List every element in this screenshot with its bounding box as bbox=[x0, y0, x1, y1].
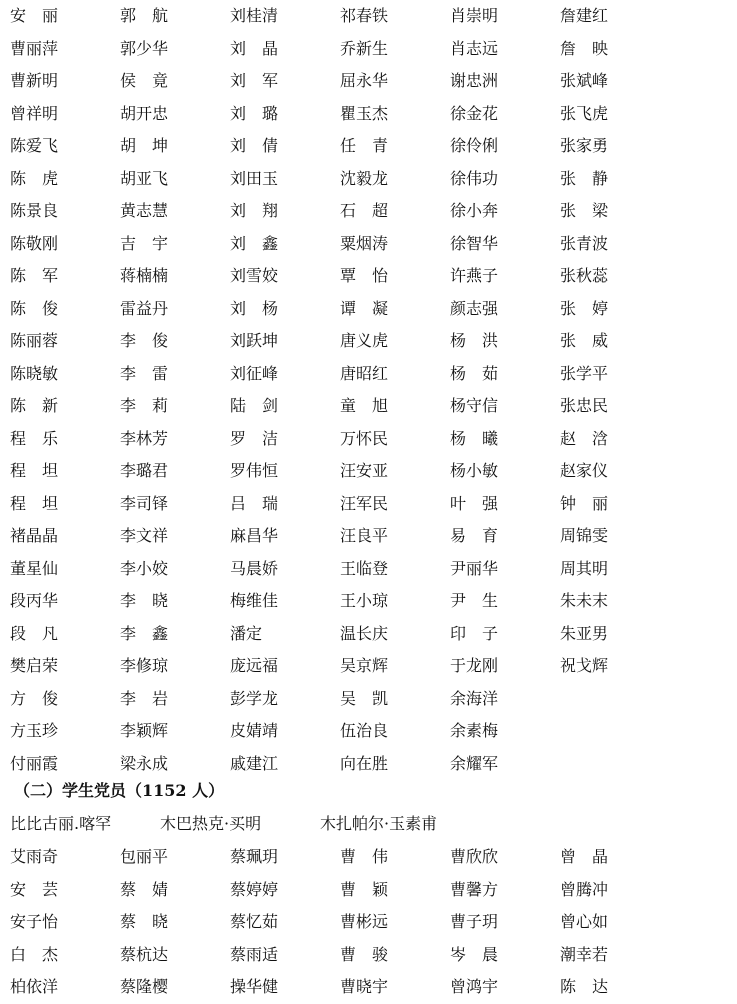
member-name: 刘桂清 bbox=[230, 6, 279, 26]
member-name: 李璐君 bbox=[120, 461, 169, 481]
member-name: 徐金花 bbox=[450, 103, 499, 123]
member-name: 易 育 bbox=[450, 526, 499, 546]
member-name: 赵 浛 bbox=[560, 428, 609, 448]
member-name: 曹欣欣 bbox=[450, 847, 499, 867]
member-name: 任 青 bbox=[340, 136, 389, 156]
member-name: 陈景良 bbox=[10, 201, 59, 221]
member-name: 曹馨方 bbox=[450, 879, 499, 899]
member-name: 杨守信 bbox=[450, 396, 499, 416]
member-name: 曾 晶 bbox=[560, 847, 609, 867]
name-row bbox=[10, 618, 730, 651]
member-name: 蔡 婧 bbox=[120, 879, 169, 899]
member-name: 唐义虎 bbox=[340, 331, 389, 351]
member-name: 蔡忆茹 bbox=[230, 912, 279, 932]
name-row bbox=[10, 260, 730, 293]
member-name: 万怀民 bbox=[340, 428, 389, 448]
member-name: 汪良平 bbox=[340, 526, 389, 546]
member-name: 朱亚男 bbox=[560, 623, 609, 643]
member-name: 石 超 bbox=[340, 201, 389, 221]
member-name: 曹 伟 bbox=[340, 847, 389, 867]
name-row bbox=[10, 906, 730, 939]
member-name: 吉 宇 bbox=[120, 233, 169, 253]
section-heading-student-members: （二）学生党员（1152 人） bbox=[14, 781, 225, 800]
member-name: 艾雨奇 bbox=[10, 847, 59, 867]
member-name: 皮婧靖 bbox=[230, 721, 279, 741]
member-name: 刘 倩 bbox=[230, 136, 279, 156]
member-name: 刘 翔 bbox=[230, 201, 279, 221]
member-name: 董星仙 bbox=[10, 558, 59, 578]
member-name: 屈永华 bbox=[340, 71, 389, 91]
member-name: 程 坦 bbox=[10, 493, 59, 513]
name-row bbox=[10, 683, 730, 716]
member-name: 吕 瑞 bbox=[230, 493, 279, 513]
member-name: 朱未末 bbox=[560, 591, 609, 611]
member-name: 陆 剑 bbox=[230, 396, 279, 416]
name-row bbox=[10, 0, 730, 33]
name-row bbox=[10, 293, 730, 326]
student-party-member-list bbox=[10, 841, 730, 1004]
name-row bbox=[10, 65, 730, 98]
member-name: 曾鸿宇 bbox=[450, 977, 499, 997]
name-row bbox=[10, 33, 730, 66]
member-name: 杨 洪 bbox=[450, 331, 499, 351]
member-name: 张青波 bbox=[560, 233, 609, 253]
member-name: 陈晓敏 bbox=[10, 363, 59, 383]
name-row bbox=[10, 874, 730, 907]
member-name: 曾祥明 bbox=[10, 103, 59, 123]
member-name: 肖志远 bbox=[450, 38, 499, 58]
member-name: 肖崇明 bbox=[450, 6, 499, 26]
member-name: 颜志强 bbox=[450, 298, 499, 318]
member-name: 张斌峰 bbox=[560, 71, 609, 91]
name-row bbox=[10, 163, 730, 196]
member-name: 汪安亚 bbox=[340, 461, 389, 481]
member-name: 许燕子 bbox=[450, 266, 499, 286]
member-name: 安 芸 bbox=[10, 879, 59, 899]
member-name: 刘雪姣 bbox=[230, 266, 279, 286]
member-name: 王小琼 bbox=[340, 591, 389, 611]
member-name: 尹 生 bbox=[450, 591, 499, 611]
member-name: 钟 丽 bbox=[560, 493, 609, 513]
member-name: 杨小敏 bbox=[450, 461, 499, 481]
member-name: 尹丽华 bbox=[450, 558, 499, 578]
name-row bbox=[10, 195, 730, 228]
member-name: 陈 新 bbox=[10, 396, 59, 416]
member-name: 蔡杭达 bbox=[120, 944, 169, 964]
member-name: 曹丽萍 bbox=[10, 38, 59, 58]
member-name: 祁春铁 bbox=[340, 6, 389, 26]
special-name: 木巴热克·买明 bbox=[160, 814, 262, 833]
member-name: 张学平 bbox=[560, 363, 609, 383]
member-name: 郭少华 bbox=[120, 38, 169, 58]
member-name: 曹彬远 bbox=[340, 912, 389, 932]
member-name: 马晨娇 bbox=[230, 558, 279, 578]
name-row bbox=[10, 488, 730, 521]
staff-party-member-list bbox=[10, 0, 730, 780]
member-name: 樊启荣 bbox=[10, 656, 59, 676]
member-name: 余海洋 bbox=[450, 688, 499, 708]
member-name: 赵家仪 bbox=[560, 461, 609, 481]
member-name: 刘 璐 bbox=[230, 103, 279, 123]
member-name: 罗伟恒 bbox=[230, 461, 279, 481]
member-name: 曾心如 bbox=[560, 912, 609, 932]
member-name: 张 婷 bbox=[560, 298, 609, 318]
special-name: 木扎帕尔·玉素甫 bbox=[320, 814, 438, 833]
member-name: 陈爱飞 bbox=[10, 136, 59, 156]
member-name: 操华健 bbox=[230, 977, 279, 997]
member-name: 刘 军 bbox=[230, 71, 279, 91]
name-row bbox=[10, 585, 730, 618]
member-name: 麻昌华 bbox=[230, 526, 279, 546]
member-name: 张 梁 bbox=[560, 201, 609, 221]
name-row bbox=[10, 98, 730, 131]
name-row bbox=[10, 228, 730, 261]
member-name: 罗 洁 bbox=[230, 428, 279, 448]
member-name: 曹 颖 bbox=[340, 879, 389, 899]
member-name: 吴京辉 bbox=[340, 656, 389, 676]
member-name: 梅维佳 bbox=[230, 591, 279, 611]
member-name: 张 静 bbox=[560, 168, 609, 188]
name-row bbox=[10, 520, 730, 553]
member-name: 戚建江 bbox=[230, 753, 279, 773]
special-names-row bbox=[10, 814, 437, 834]
member-name: 蔡隆樱 bbox=[120, 977, 169, 997]
member-name: 黄志慧 bbox=[120, 201, 169, 221]
member-name: 岑 晨 bbox=[450, 944, 499, 964]
name-row bbox=[10, 748, 730, 781]
member-name: 余耀军 bbox=[450, 753, 499, 773]
member-name: 方玉珍 bbox=[10, 721, 59, 741]
member-name: 陈 达 bbox=[560, 977, 609, 997]
member-name: 徐小奔 bbox=[450, 201, 499, 221]
member-name: 李小姣 bbox=[120, 558, 169, 578]
member-name: 侯 竟 bbox=[120, 71, 169, 91]
member-name: 张家勇 bbox=[560, 136, 609, 156]
member-name: 吴 凯 bbox=[340, 688, 389, 708]
member-name: 蔡 晓 bbox=[120, 912, 169, 932]
member-name: 童 旭 bbox=[340, 396, 389, 416]
member-name: 乔新生 bbox=[340, 38, 389, 58]
member-name: 白 杰 bbox=[10, 944, 59, 964]
member-name: 徐智华 bbox=[450, 233, 499, 253]
member-name: 曹子玥 bbox=[450, 912, 499, 932]
member-name: 梁永成 bbox=[120, 753, 169, 773]
name-row bbox=[10, 553, 730, 586]
member-name: 陈 虎 bbox=[10, 168, 59, 188]
member-name: 李 晓 bbox=[120, 591, 169, 611]
member-name: 张忠民 bbox=[560, 396, 609, 416]
member-name: 程 乐 bbox=[10, 428, 59, 448]
member-name: 曹 骏 bbox=[340, 944, 389, 964]
member-name: 李司铎 bbox=[120, 493, 169, 513]
member-name: 刘跃坤 bbox=[230, 331, 279, 351]
member-name: 蔡婷婷 bbox=[230, 879, 279, 899]
member-name: 潮幸若 bbox=[560, 944, 609, 964]
member-name: 谭 凝 bbox=[340, 298, 389, 318]
member-name: 王临登 bbox=[340, 558, 389, 578]
member-name: 蔡珮玥 bbox=[230, 847, 279, 867]
member-name: 段 凡 bbox=[10, 623, 59, 643]
member-name: 曾腾冲 bbox=[560, 879, 609, 899]
member-name: 祝戈辉 bbox=[560, 656, 609, 676]
member-name: 程 坦 bbox=[10, 461, 59, 481]
member-name: 杨 茹 bbox=[450, 363, 499, 383]
member-name: 李 俊 bbox=[120, 331, 169, 351]
member-name: 温长庆 bbox=[340, 623, 389, 643]
name-row bbox=[10, 130, 730, 163]
member-name: 胡开忠 bbox=[120, 103, 169, 123]
member-name: 陈敬刚 bbox=[10, 233, 59, 253]
member-name: 潘定 bbox=[230, 623, 263, 643]
member-name: 付丽霞 bbox=[10, 753, 59, 773]
member-name: 安子怡 bbox=[10, 912, 59, 932]
member-name: 段丙华 bbox=[10, 591, 59, 611]
member-name: 李 岩 bbox=[120, 688, 169, 708]
member-name: 柏依洋 bbox=[10, 977, 59, 997]
member-name: 李 鑫 bbox=[120, 623, 169, 643]
member-name: 张飞虎 bbox=[560, 103, 609, 123]
name-row bbox=[10, 325, 730, 358]
member-name: 余素梅 bbox=[450, 721, 499, 741]
member-name: 李文祥 bbox=[120, 526, 169, 546]
name-row bbox=[10, 841, 730, 874]
member-name: 彭学龙 bbox=[230, 688, 279, 708]
member-name: 胡 坤 bbox=[120, 136, 169, 156]
name-row bbox=[10, 423, 730, 456]
member-name: 郭 航 bbox=[120, 6, 169, 26]
member-name: 褚晶晶 bbox=[10, 526, 59, 546]
member-name: 李 雷 bbox=[120, 363, 169, 383]
name-row bbox=[10, 455, 730, 488]
member-name: 蔡雨适 bbox=[230, 944, 279, 964]
member-name: 胡亚飞 bbox=[120, 168, 169, 188]
member-name: 徐伟功 bbox=[450, 168, 499, 188]
member-name: 曹新明 bbox=[10, 71, 59, 91]
member-name: 徐伶俐 bbox=[450, 136, 499, 156]
member-name: 唐昭红 bbox=[340, 363, 389, 383]
member-name: 陈丽蓉 bbox=[10, 331, 59, 351]
member-name: 包丽平 bbox=[120, 847, 169, 867]
name-row bbox=[10, 715, 730, 748]
member-name: 李颖辉 bbox=[120, 721, 169, 741]
member-name: 方 俊 bbox=[10, 688, 59, 708]
member-name: 安 丽 bbox=[10, 6, 59, 26]
member-name: 向在胜 bbox=[340, 753, 389, 773]
special-name: 比比古丽.喀罕 bbox=[10, 814, 112, 833]
member-name: 雷益丹 bbox=[120, 298, 169, 318]
name-row bbox=[10, 390, 730, 423]
name-row bbox=[10, 650, 730, 683]
member-name: 李林芳 bbox=[120, 428, 169, 448]
name-row bbox=[10, 939, 730, 972]
name-row bbox=[10, 358, 730, 391]
member-name: 叶 强 bbox=[450, 493, 499, 513]
member-name: 刘田玉 bbox=[230, 168, 279, 188]
name-row bbox=[10, 971, 730, 1004]
member-name: 李 莉 bbox=[120, 396, 169, 416]
member-name: 于龙刚 bbox=[450, 656, 499, 676]
member-name: 张 威 bbox=[560, 331, 609, 351]
member-name: 刘 晶 bbox=[230, 38, 279, 58]
member-name: 伍治良 bbox=[340, 721, 389, 741]
member-name: 汪军民 bbox=[340, 493, 389, 513]
member-name: 覃 怡 bbox=[340, 266, 389, 286]
member-name: 杨 曦 bbox=[450, 428, 499, 448]
member-name: 曹晓宇 bbox=[340, 977, 389, 997]
member-name: 瞿玉杰 bbox=[340, 103, 389, 123]
member-name: 谢忠洲 bbox=[450, 71, 499, 91]
member-name: 陈 军 bbox=[10, 266, 59, 286]
member-name: 庞远福 bbox=[230, 656, 279, 676]
member-name: 周其明 bbox=[560, 558, 609, 578]
member-name: 张秋蕊 bbox=[560, 266, 609, 286]
member-name: 蒋楠楠 bbox=[120, 266, 169, 286]
member-name: 粟烟涛 bbox=[340, 233, 389, 253]
member-name: 李修琼 bbox=[120, 656, 169, 676]
member-name: 刘 鑫 bbox=[230, 233, 279, 253]
member-name: 詹建红 bbox=[560, 6, 609, 26]
member-name: 詹 映 bbox=[560, 38, 609, 58]
member-name: 印 子 bbox=[450, 623, 499, 643]
member-name: 刘征峰 bbox=[230, 363, 279, 383]
member-name: 刘 杨 bbox=[230, 298, 279, 318]
member-name: 陈 俊 bbox=[10, 298, 59, 318]
member-name: 沈毅龙 bbox=[340, 168, 389, 188]
member-name: 周锦雯 bbox=[560, 526, 609, 546]
